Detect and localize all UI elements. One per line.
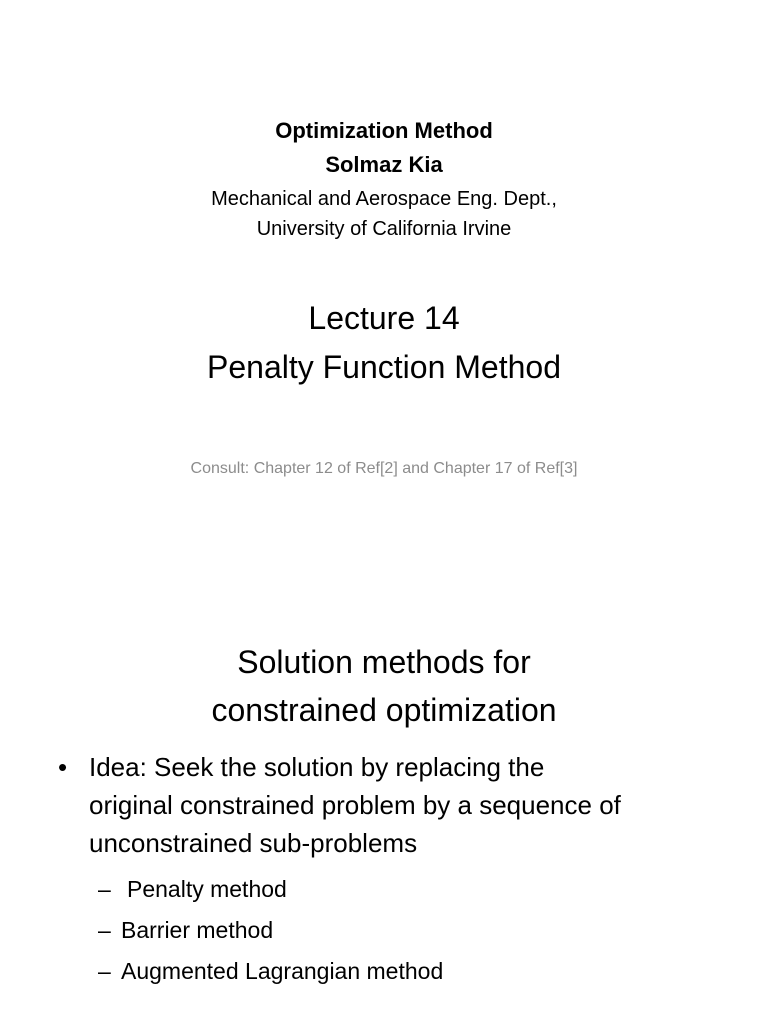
bullet-text-line-2: original constrained problem by a sequence of <box>89 790 621 820</box>
sub-bullet-item <box>98 869 698 910</box>
bullet-text-line-3: unconstrained sub-problems <box>89 828 418 858</box>
lecture-title: Penalty Function Method <box>207 349 561 385</box>
slide-title-line-1: Solution methods for <box>237 644 531 680</box>
author-name: Solmaz Kia <box>325 152 443 177</box>
sub-bullet-label: Penalty method <box>127 876 287 902</box>
slide-title-line-2: constrained optimization <box>211 692 557 728</box>
lecture-number: Lecture 14 <box>308 300 460 336</box>
bullet-marker: • <box>58 752 68 782</box>
affiliation <box>0 184 768 244</box>
affiliation-line-1: Mechanical and Aerospace Eng. Dept., <box>211 188 557 210</box>
content-slide <box>0 576 768 1024</box>
sub-bullet-label: Barrier method <box>121 917 274 943</box>
sub-bullet-item <box>98 951 698 992</box>
course-title: Optimization Method <box>275 118 493 143</box>
bullet-text <box>89 748 749 862</box>
dash-marker: – <box>98 876 111 902</box>
consult-note: Consult: Chapter 12 of Ref[2] and Chapter 17 of Ref[3] <box>190 460 578 477</box>
dash-marker: – <box>98 917 111 943</box>
sub-bullet-item <box>98 910 698 951</box>
dash-marker: – <box>98 958 111 984</box>
sub-bullet-list <box>98 869 698 992</box>
slide-title <box>0 638 768 734</box>
bullet-text-line-1: Idea: Seek the solution by replacing the <box>89 752 545 782</box>
affiliation-line-2: University of California Irvine <box>256 218 512 240</box>
sub-bullet-label: Augmented Lagrangian method <box>121 958 444 984</box>
